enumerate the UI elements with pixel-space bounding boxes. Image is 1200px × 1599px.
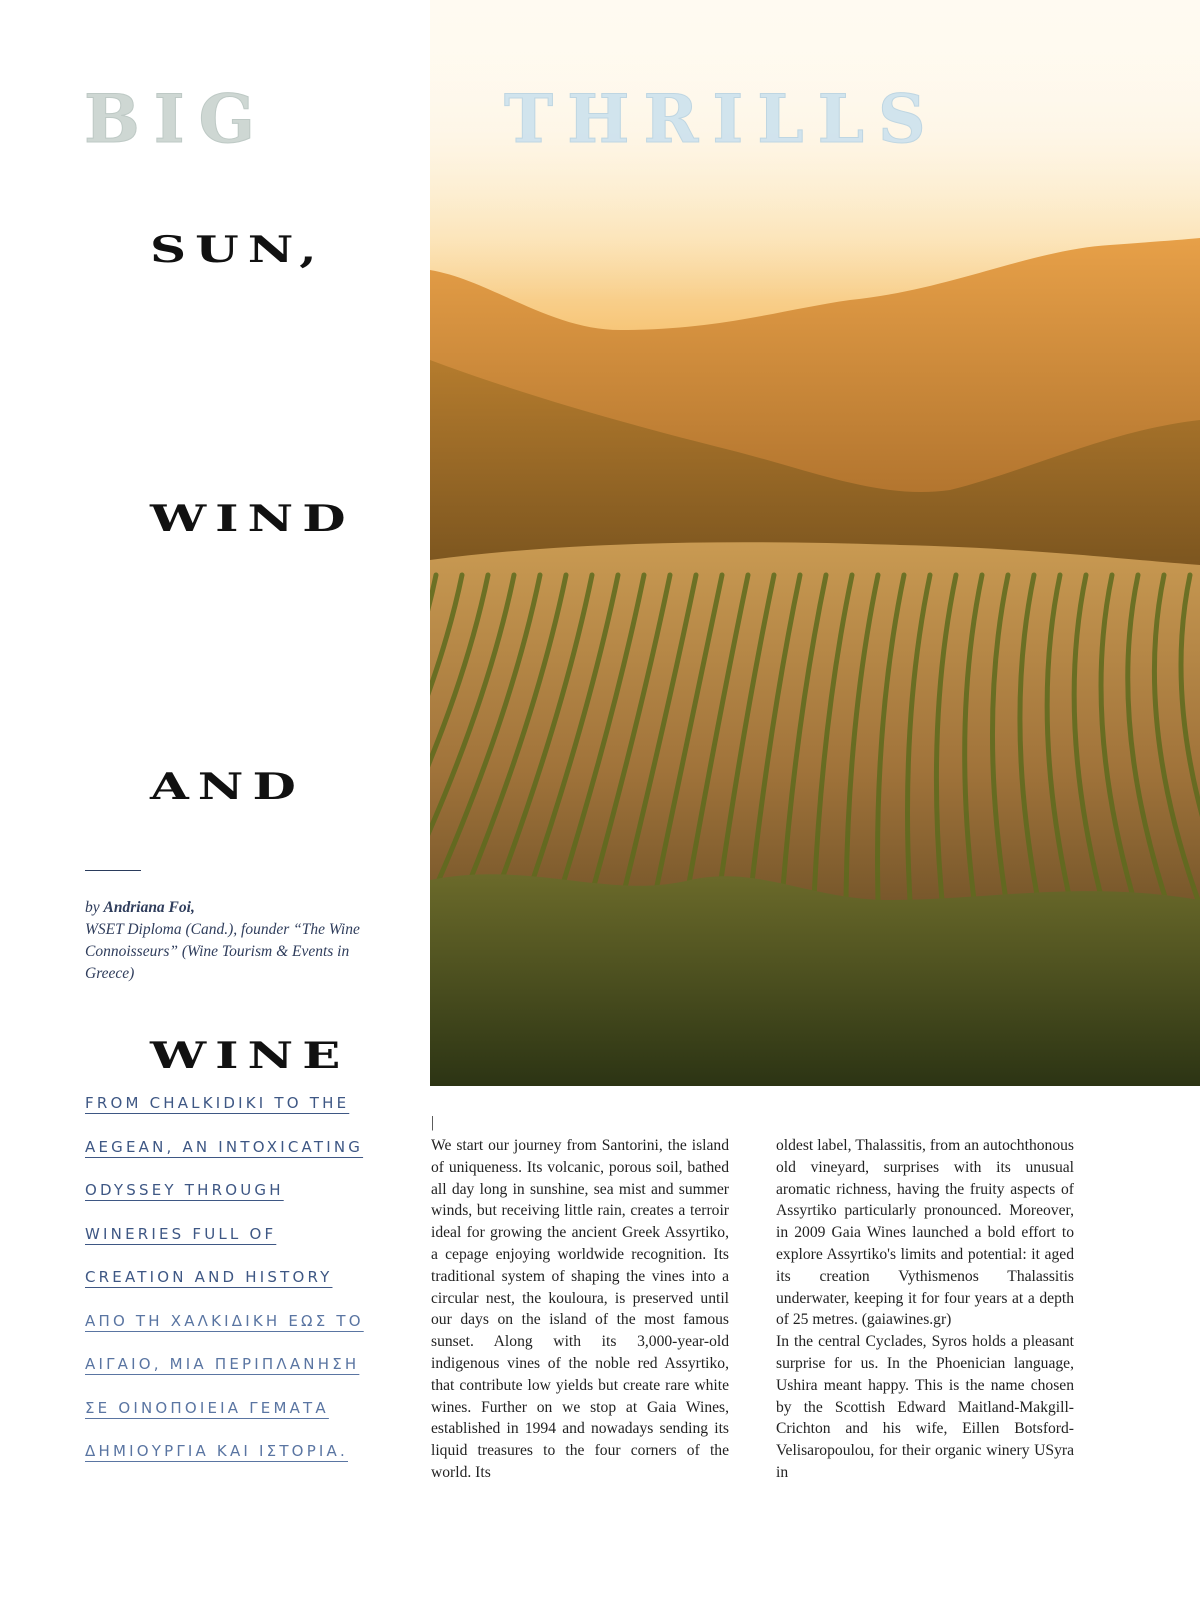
standfirst-line: FROM CHALKIDIKI TO THE <box>85 1094 350 1112</box>
byline-divider <box>85 870 141 871</box>
standfirst-line-greek: ΑΙΓΑΙΟ, ΜΙΑ ΠΕΡΙΠΛΑΝΗΣΗ <box>85 1355 360 1373</box>
body-paragraph: oldest label, Thalassitis, from an autochthonous old vineyard, surprises with its unusual aromatic richness, having the fruity aspects of Assyrtiko particularly pronounced. Moreover, in 2009 Gaia Wines launched a bold effort to explore Assyrtiko's limits and potential: it aged its creation Vythismenos Thalassitis underwater, keeping it for four years at a depth of 25 metres. (gaiawines.gr) <box>776 1137 1074 1329</box>
byline-author: Andriana Foi, <box>103 899 195 916</box>
title-word-wind: WIND <box>150 497 355 540</box>
banner-word-thrills: THRILLS <box>504 80 940 158</box>
standfirst-line: ODYSSEY THROUGH <box>85 1181 284 1199</box>
standfirst-line-greek: ΑΠΟ ΤΗ ΧΑΛΚΙΔΙΚΗ ΕΩΣ ΤΟ <box>85 1311 364 1330</box>
standfirst <box>85 1092 395 1484</box>
vineyard-illustration <box>430 0 1200 1086</box>
standfirst-line: AEGEAN, AN INTOXICATING <box>85 1137 364 1156</box>
banner-word-big: BIG <box>84 80 270 158</box>
text-cursor-mark: | <box>431 1114 435 1131</box>
vineyard-photo <box>430 0 1200 1086</box>
standfirst-line-greek: ΔΗΜΙΟΥΡΓΙΑ ΚΑΙ ΙΣΤΟΡΙΑ. <box>85 1442 348 1460</box>
title-word-sun: SUN, <box>150 228 326 271</box>
byline <box>85 897 365 985</box>
title-word-and: AND <box>150 765 305 808</box>
standfirst-line-greek: ΣΕ ΟΙΝΟΠΟΙΕΙΑ ΓΕΜΑΤΑ <box>85 1398 329 1417</box>
body-paragraph: In the central Cyclades, Syros holds a pleasant surprise for us. In the Phoenician language, Ushira meant happy. This is the name chosen by the Scottish Edward Maitland-Makgill-Crichton and his wife, Eillen Botsford-Velisaropoulou, for their organic winery USyra in <box>776 1333 1074 1481</box>
standfirst-line: WINERIES FULL OF <box>85 1224 277 1243</box>
body-column-1 <box>431 1135 729 1484</box>
standfirst-line: CREATION AND HISTORY <box>85 1268 333 1286</box>
section-banner <box>84 80 1094 158</box>
byline-credentials: WSET Diploma (Cand.), founder “The Wine Connoisseurs” (Wine Tourism & Events in Greece) <box>85 921 360 982</box>
title-word-wine: WINE <box>150 1034 350 1077</box>
byline-prefix: by <box>85 899 100 916</box>
body-column-2 <box>776 1135 1074 1484</box>
body-paragraph: We start our journey from Santorini, the island of uniqueness. Its volcanic, porous soil, bathed all day long in sunshine, sea mist and summer winds, but receiving little rain, creates a terroir ideal for growing the ancient Greek Assyrtiko, a cepage enjoying worldwide recognition. Its traditional system of shaping the vines into a circular nest, the kouloura, is preserved until our days on the island of the most famous sunset. Along with its 3,000-year-old indigenous vines of the noble red Assyrtiko, that contribute low yields but create rare white wines. Further on we stop at Gaia Wines, established in 1994 and nowadays sending its liquid treasures to the four corners of the world. Its <box>431 1137 729 1481</box>
